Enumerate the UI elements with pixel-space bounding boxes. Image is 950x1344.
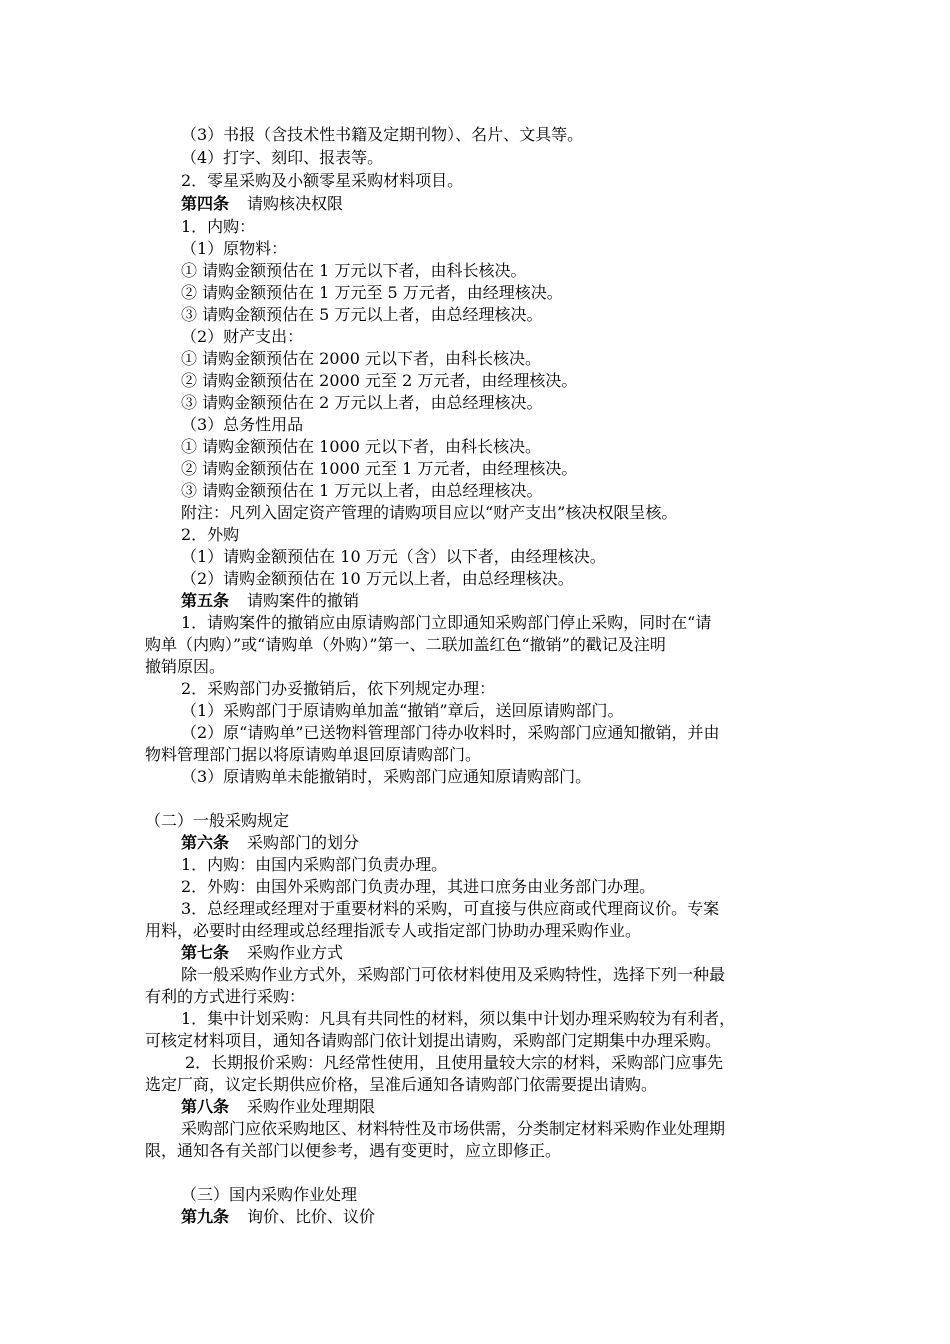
text-line: （2）请购金额预估在 10 万元以上者，由总经理核决。: [181, 569, 574, 588]
text-line: 购单（内购）”或“请购单（外购）”第一、二联加盖红色“撤销”的戳记及注明: [145, 635, 666, 654]
article-title: 采购部门的划分: [247, 833, 360, 852]
article-number: 第六条: [181, 833, 230, 852]
text-line: 1．集中计划采购：凡具有共同性的材料，须以集中计划办理采购较为有利者，: [181, 1009, 736, 1028]
text-line: 2．外购: [181, 525, 240, 544]
text-line: 撤销原因。: [145, 657, 226, 676]
text-line: 物料管理部门据以将原请购单退回原请购部门。: [145, 745, 482, 764]
text-line: （3）总务性用品: [181, 415, 304, 434]
text-line: ③ 请购金额预估在 2 万元以上者，由总经理核决。: [181, 393, 543, 412]
text-line: （1）原物料：: [181, 239, 288, 258]
article-number: 第五条: [181, 591, 230, 610]
text-line: ③ 请购金额预估在 1 万元以上者，由总经理核决。: [181, 481, 543, 500]
text-line: 3．总经理或经理对于重要材料的采购，可直接与供应商或代理商议价。专案: [181, 899, 720, 918]
article-heading: [181, 832, 359, 854]
text-line: ② 请购金额预估在 1000 元至 1 万元者，由经理核决。: [181, 459, 578, 478]
article-title: 采购作业方式: [247, 943, 344, 962]
text-line: 2．零星采购及小额零星采购材料项目。: [181, 171, 464, 190]
text-line: （1）请购金额预估在 10 万元（含）以下者，由经理核决。: [181, 547, 606, 566]
text-line: （2）原“请购单”已送物料管理部门待办收料时，采购部门应通知撤销，并由: [181, 723, 720, 742]
section-heading: （二）一般采购规定: [145, 811, 290, 830]
text-line: （2）财产支出：: [181, 327, 304, 346]
text-line: （3）书报（含技术性书籍及定期刊物）、名片、文具等。: [181, 125, 584, 144]
text-line: 2．外购：由国外采购部门负责办理，其进口庶务由业务部门办理。: [181, 877, 656, 896]
text-line: ① 请购金额预估在 1000 元以下者，由科长核决。: [181, 437, 541, 456]
article-number: 第七条: [181, 943, 230, 962]
article-heading: [181, 193, 343, 215]
text-line: 除一般采购作业方式外，采购部门可依材料使用及采购特性，选择下列一种最: [181, 965, 726, 984]
text-line: 采购部门应依采购地区、材料特性及市场供需，分类制定材料采购作业处理期: [181, 1119, 726, 1138]
text-line: 2．采购部门办妥撤销后，依下列规定办理：: [181, 679, 496, 698]
article-number: 第九条: [181, 1207, 230, 1226]
text-line: （3）原请购单未能撤销时，采购部门应通知原请购部门。: [181, 767, 592, 786]
text-line: ③ 请购金额预估在 5 万元以上者，由总经理核决。: [181, 305, 543, 324]
article-title: 询价、比价、议价: [247, 1207, 376, 1226]
text-line: 可核定材料项目，通知各请购部门依计划提出请购，采购部门定期集中办理采购。: [145, 1031, 722, 1050]
text-line: ① 请购金额预估在 2000 元以下者，由科长核决。: [181, 349, 541, 368]
text-line: 限，通知各有关部门以便参考，遇有变更时，应立即修正。: [145, 1141, 562, 1160]
text-line: ① 请购金额预估在 1 万元以下者，由科长核决。: [181, 261, 527, 280]
text-line: （4）打字、刻印、报表等。: [181, 148, 384, 167]
article-title: 请购核决权限: [247, 194, 344, 213]
section-heading: （三）国内采购作业处理: [181, 1185, 358, 1204]
article-title: 采购作业处理期限: [247, 1097, 376, 1116]
article-heading: [181, 1096, 375, 1118]
text-line: （1）采购部门于原请购单加盖“撤销”章后，送回原请购部门。: [181, 701, 624, 720]
text-line: 1．内购：: [181, 217, 256, 236]
text-line: 1．请购案件的撤销应由原请购部门立即通知采购部门停止采购，同时在“请: [181, 613, 712, 632]
article-heading: [181, 590, 359, 612]
text-line: 用料，必要时由经理或总经理指派专人或指定部门协助办理采购作业。: [145, 921, 642, 940]
article-number: 第八条: [181, 1097, 230, 1116]
text-line: 2．长期报价采购：凡经常性使用，且使用量较大宗的材料，采购部门应事先: [185, 1053, 724, 1072]
article-title: 请购案件的撤销: [247, 591, 360, 610]
text-line: 选定厂商，议定长期供应价格，呈准后通知各请购部门依需要提出请购。: [145, 1075, 658, 1094]
text-line: ② 请购金额预估在 2000 元至 2 万元者，由经理核决。: [181, 371, 578, 390]
text-line: 有利的方式进行采购：: [145, 987, 306, 1006]
article-heading: [181, 942, 343, 964]
text-line: ② 请购金额预估在 1 万元至 5 万元者，由经理核决。: [181, 283, 563, 302]
article-number: 第四条: [181, 194, 230, 213]
text-line: 附注：凡列入固定资产管理的请购项目应以“财产支出”核决权限呈核。: [181, 503, 678, 522]
text-line: 1．内购：由国内采购部门负责办理。: [181, 855, 448, 874]
article-heading: [181, 1206, 375, 1228]
